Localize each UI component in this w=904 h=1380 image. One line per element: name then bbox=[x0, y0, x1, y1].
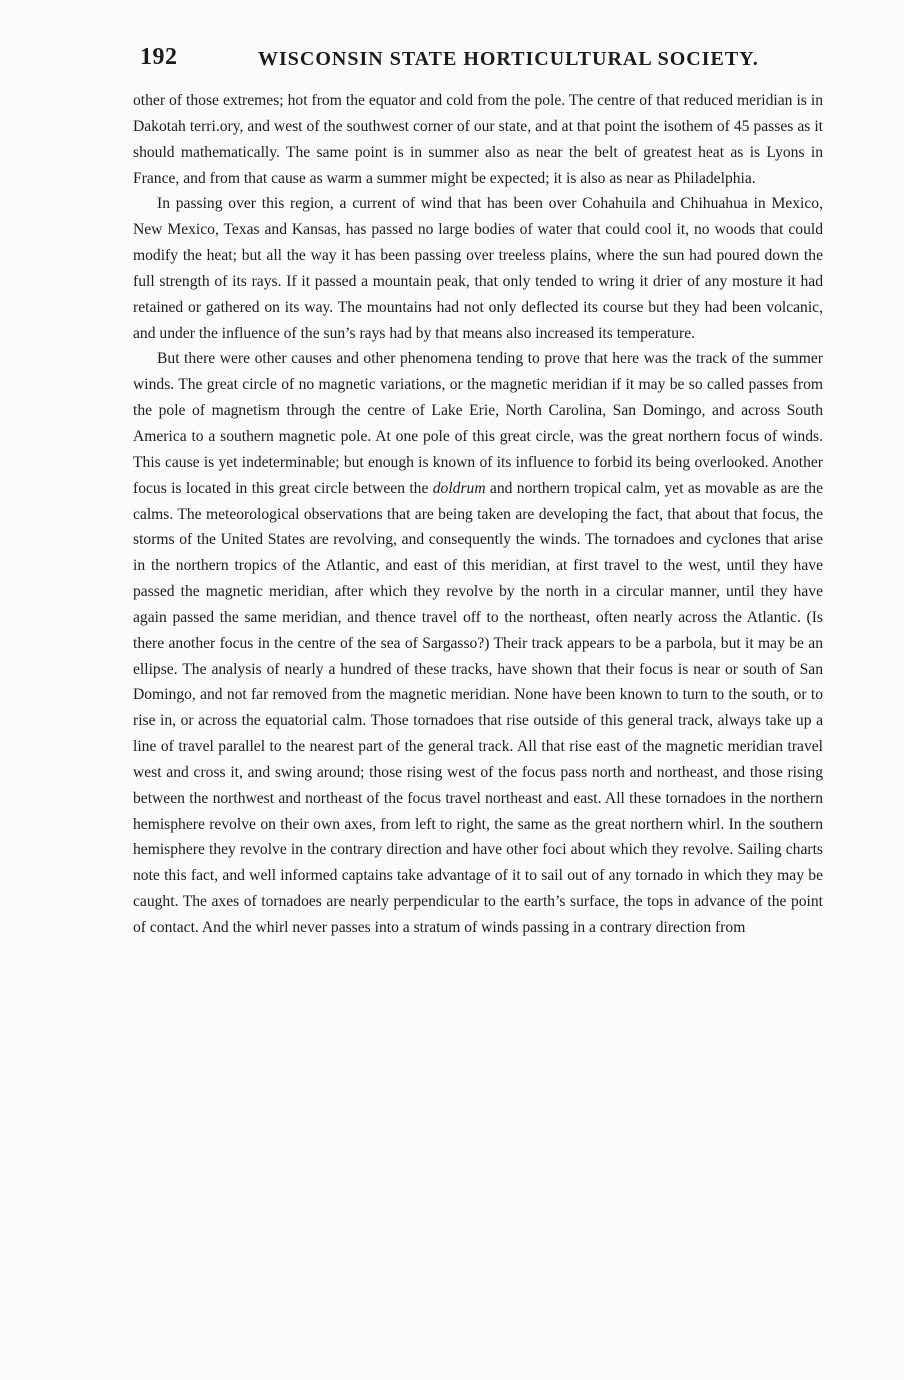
running-head: WISCONSIN STATE HORTICULTURAL SOCIETY. bbox=[258, 48, 759, 70]
paragraph-2 bbox=[133, 191, 823, 346]
paragraph-text: In passing over this region, a current of wind that has been over Cohahuila and Chihuahua in Mexico, New Mexico, Texas and Kansas, has passed no large bodies of water that could cool it, no woods that could modify the heat; but all the way it has been passing over treeless plains, where the sun had poured down the full strength of its rays. If it passed a mountain peak, that only tended to wring it drier of any mosture it had retained or gathered on its way. The mountains had not only deflected its course but they had been volcanic, and under the influence of the sun’s rays had by that means also increased its temperature. bbox=[133, 195, 823, 342]
paragraph-3 bbox=[133, 346, 823, 940]
paragraph-text: and northern tropical calm, yet as movable as are the calms. The meteorological observations that are being taken are developing the fact, that about that focus, the storms of the United States are revolving, and consequently the winds. The tornadoes and cyclones that arise in the northern tropics of the Atlantic, and east of this meridian, at first travel to the west, until they have passed the magnetic meridian, after which they revolve by the north in a circular manner, until they have again passed the same meridian, and thence travel off to the northeast, often nearly across the Atlantic. (Is there another focus in the centre of the sea of Sargasso?) Their track appears to be a parbola, but it may be an ellipse. The analysis of nearly a hundred of these tracks, have shown that their focus is near or south of San Domingo, and not far removed from the magnetic meridian. None have been known to turn to the south, or to rise in, or across the equatorial calm. Those tornadoes that rise outside of this general track, always take up a line of travel parallel to the nearest part of the general track. All that rise east of the magnetic meridian travel west and cross it, and swing around; those rising west of the focus pass north and northeast, and those rising between the northwest and northeast of the focus travel northeast and east. All these tornadoes in the northern hemisphere revolve on their own axes, from left to right, the same as the great northern whirl. In the southern hemisphere they revolve in the contrary direction and have other foci about which they revolve. Sailing charts note this fact, and well informed captains take advantage of it to sail out of any tornado in which they may be caught. The axes of tornadoes are nearly perpendicular to the earth’s surface, the tops in advance of the point of contact. And the whirl never passes into a stratum of winds passing in a contrary direction from bbox=[133, 479, 824, 936]
paragraph-1 bbox=[133, 88, 823, 191]
italic-term: doldrum bbox=[432, 479, 486, 497]
paragraph-text: But there were other causes and other phenomena tending to prove that here was the track of the summer winds. The great circle of no magnetic variations, or the magnetic meridian if it may be so called passes from the pole of magnetism through the centre of Lake Erie, North Carolina, San Domingo, and across South America to a southern magnetic pole. At one pole of this great circle, was the great northern focus of winds. This cause is yet indeterminable; but enough is known of its influence to forbid its being overlooked. Another focus is located in this great circle between the bbox=[133, 350, 823, 497]
page-header bbox=[140, 44, 820, 78]
body-text bbox=[133, 88, 823, 941]
paragraph-text: other of those extremes; hot from the equator and cold from the pole. The centre of that reduced meridian is in Dakotah terri.ory, and west of the southwest corner of our state, and at that point the isothem of 45 passes as it should mathematically. The same point is in summer also as near the belt of greatest heat as is Lyons in France, and from that cause as warm a summer might be expected; it is also as near as Philadelphia. bbox=[133, 92, 823, 187]
page-number: 192 bbox=[140, 44, 178, 70]
